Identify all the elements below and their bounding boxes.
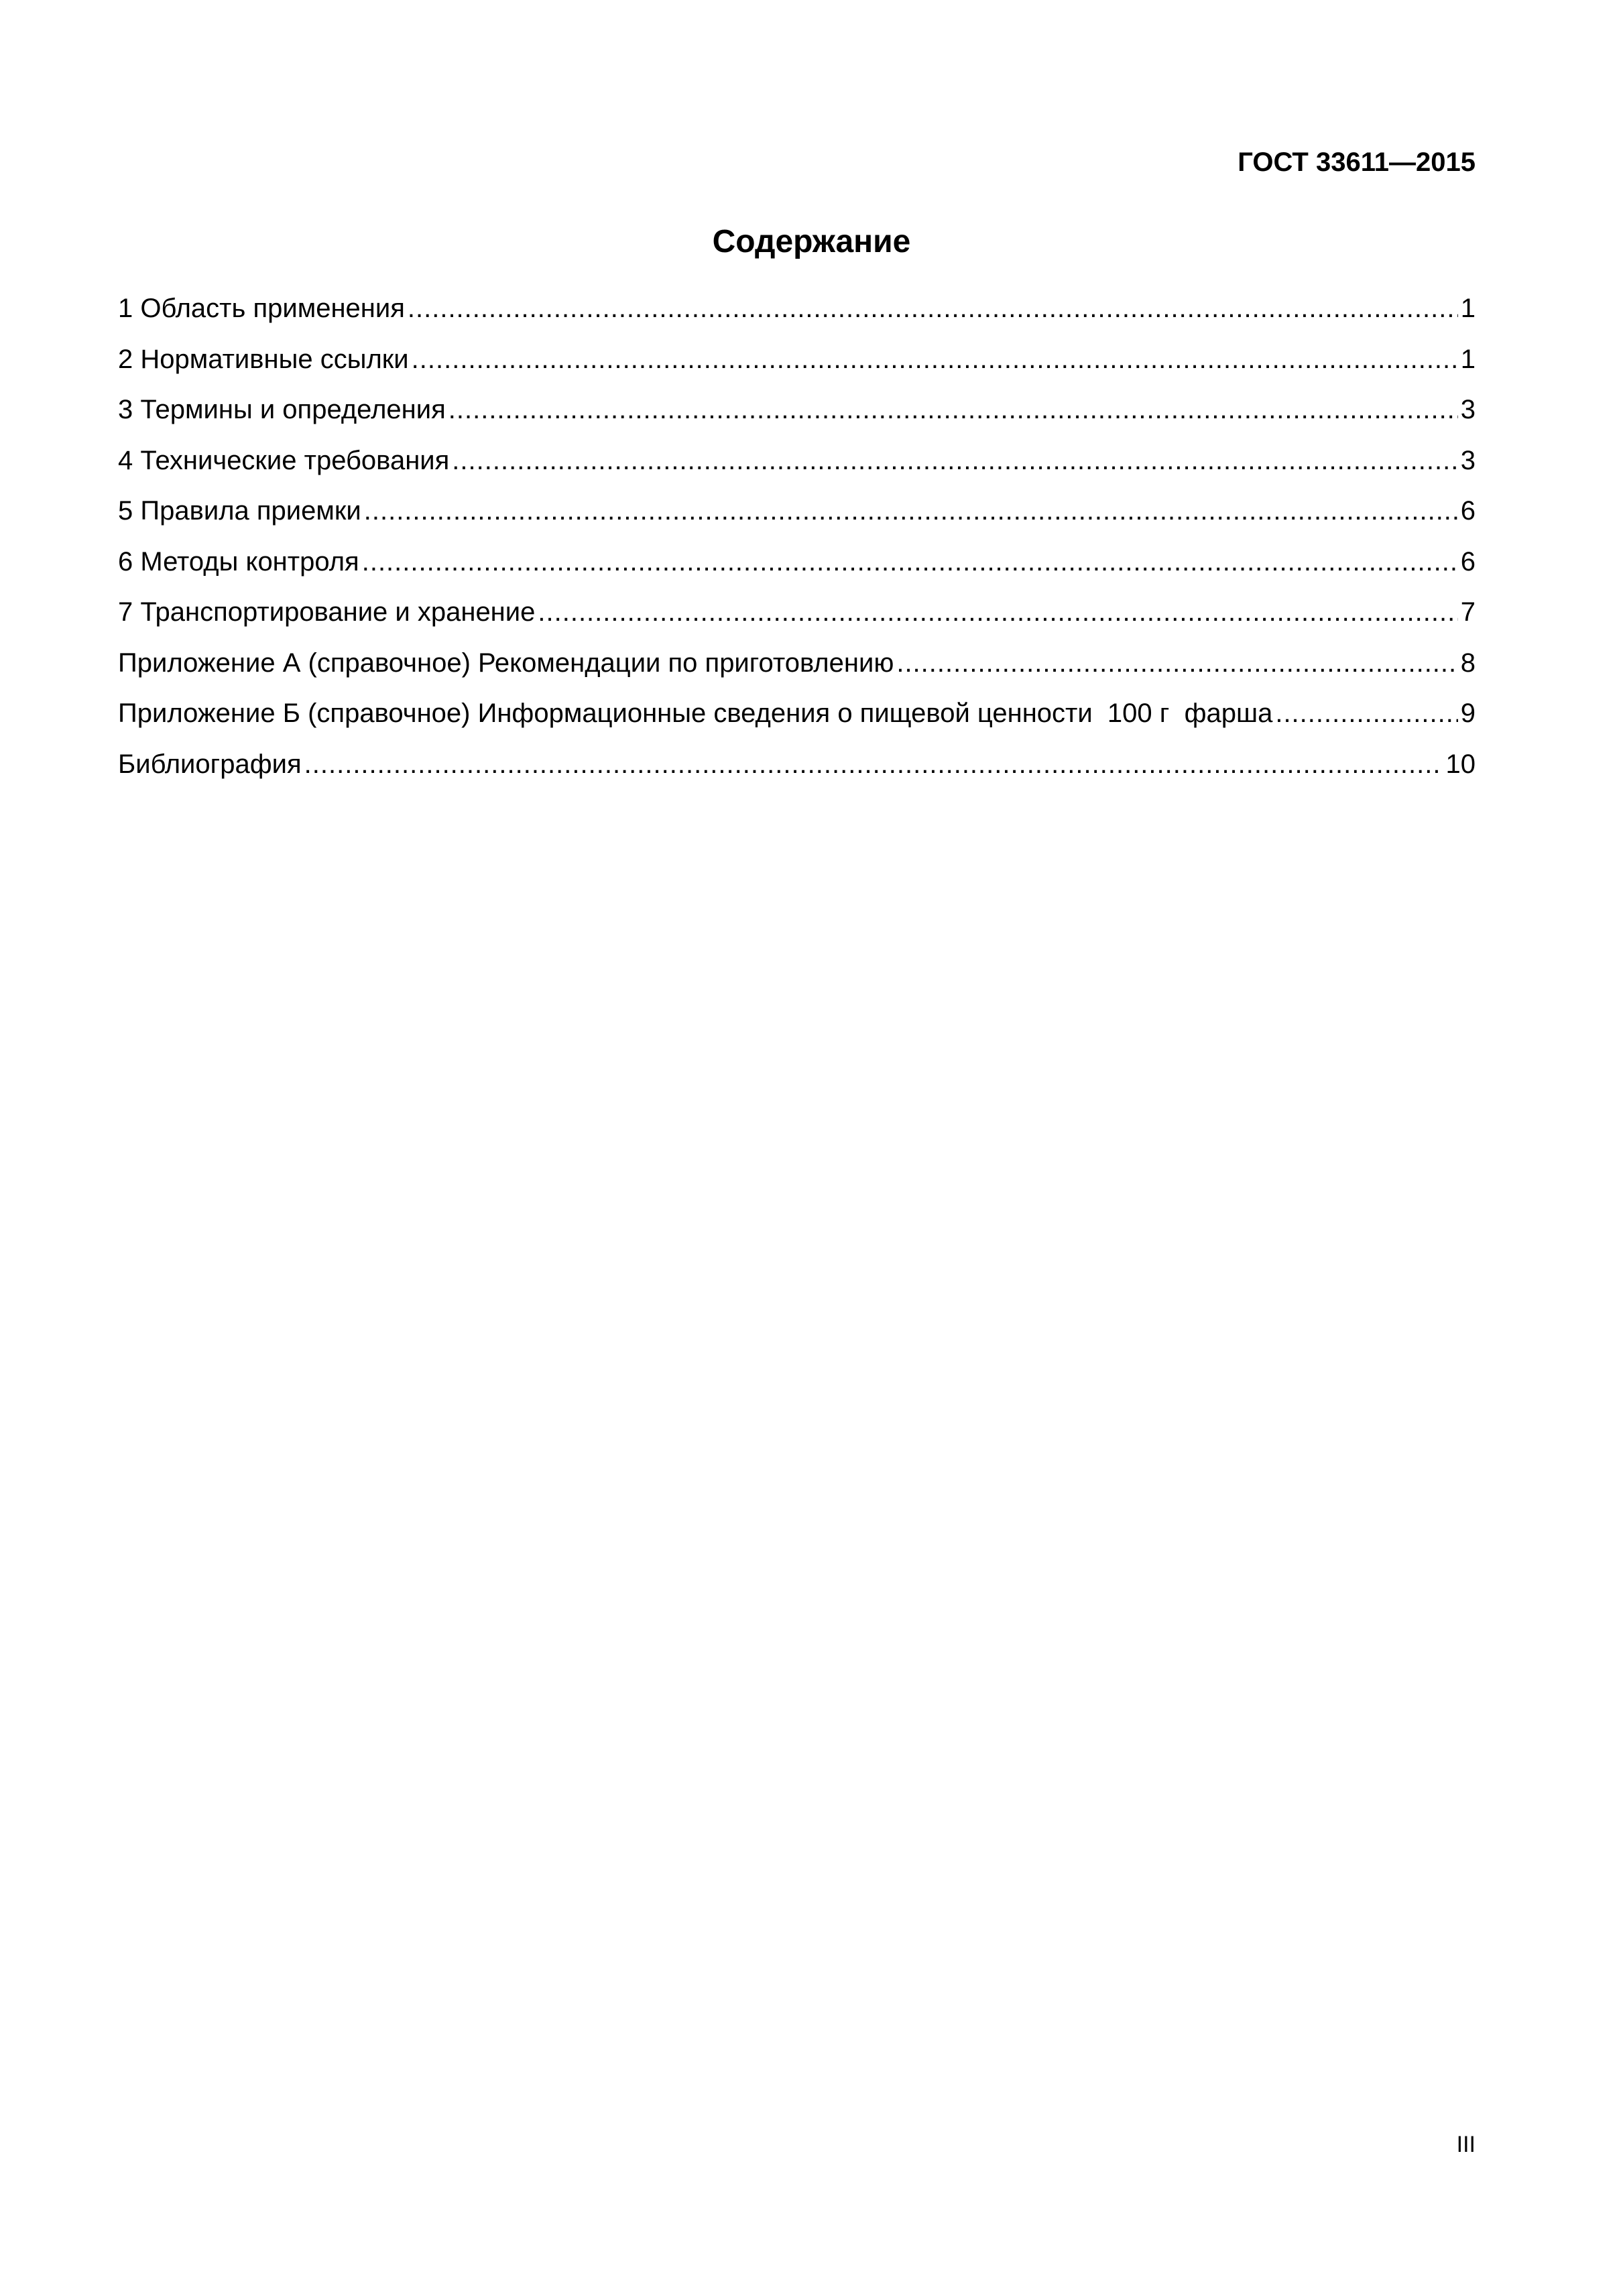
toc-entry-label: 5 Правила приемки: [118, 496, 361, 526]
toc-entry-page: 3: [1460, 395, 1476, 424]
toc-entry[interactable]: [118, 650, 1476, 701]
dot-leader: [1275, 700, 1457, 727]
dot-leader: [304, 751, 1443, 778]
dot-leader: [362, 548, 1458, 575]
toc-entry-label: 7 Транспортирование и хранение: [118, 597, 536, 627]
toc-entry[interactable]: [118, 396, 1476, 447]
toc-entry-label: 2 Нормативные ссылки: [118, 344, 409, 374]
toc-entry-label: Приложение А (справочное) Рекомендации по приготовлению: [118, 648, 894, 678]
toc-entry-label: 3 Термины и определения: [118, 395, 446, 424]
toc-entry-page: 6: [1460, 496, 1476, 526]
toc-entry-label: 1 Область применения: [118, 294, 405, 323]
toc-entry-label: Приложение Б (справочное) Информационные сведения о пищевой ценности 100 г фарша: [118, 699, 1273, 728]
toc-entry[interactable]: [118, 599, 1476, 650]
toc-entry[interactable]: [118, 346, 1476, 397]
toc-entry-page: 1: [1460, 294, 1476, 323]
dot-leader: [452, 447, 1457, 474]
toc-entry[interactable]: [118, 700, 1476, 751]
toc-entry-label: Библиография: [118, 749, 302, 779]
toc-entry[interactable]: [118, 497, 1476, 548]
dot-leader: [412, 346, 1458, 373]
dot-leader: [408, 295, 1458, 322]
table-of-contents: [118, 295, 1476, 801]
document-code: ГОСТ 33611—2015: [1238, 147, 1476, 177]
toc-entry-page: 10: [1445, 749, 1476, 779]
dot-leader: [538, 599, 1457, 625]
toc-entry-page: 1: [1460, 344, 1476, 374]
dot-leader: [448, 396, 1458, 423]
toc-entry-page: 9: [1460, 699, 1476, 728]
toc-entry-label: 6 Методы контроля: [118, 546, 359, 577]
toc-entry-page: 6: [1460, 546, 1476, 577]
toc-entry-page: 8: [1460, 648, 1476, 678]
dot-leader: [896, 650, 1457, 676]
toc-entry-page: 7: [1460, 597, 1476, 627]
page-number: III: [1456, 2132, 1476, 2157]
toc-entry[interactable]: [118, 548, 1476, 599]
toc-entry-page: 3: [1460, 445, 1476, 475]
contents-title: Содержание: [712, 224, 911, 259]
toc-entry[interactable]: [118, 751, 1476, 802]
toc-entry-label: 4 Технические требования: [118, 445, 450, 475]
dot-leader: [364, 497, 1458, 524]
toc-entry[interactable]: [118, 447, 1476, 498]
toc-entry[interactable]: [118, 295, 1476, 346]
